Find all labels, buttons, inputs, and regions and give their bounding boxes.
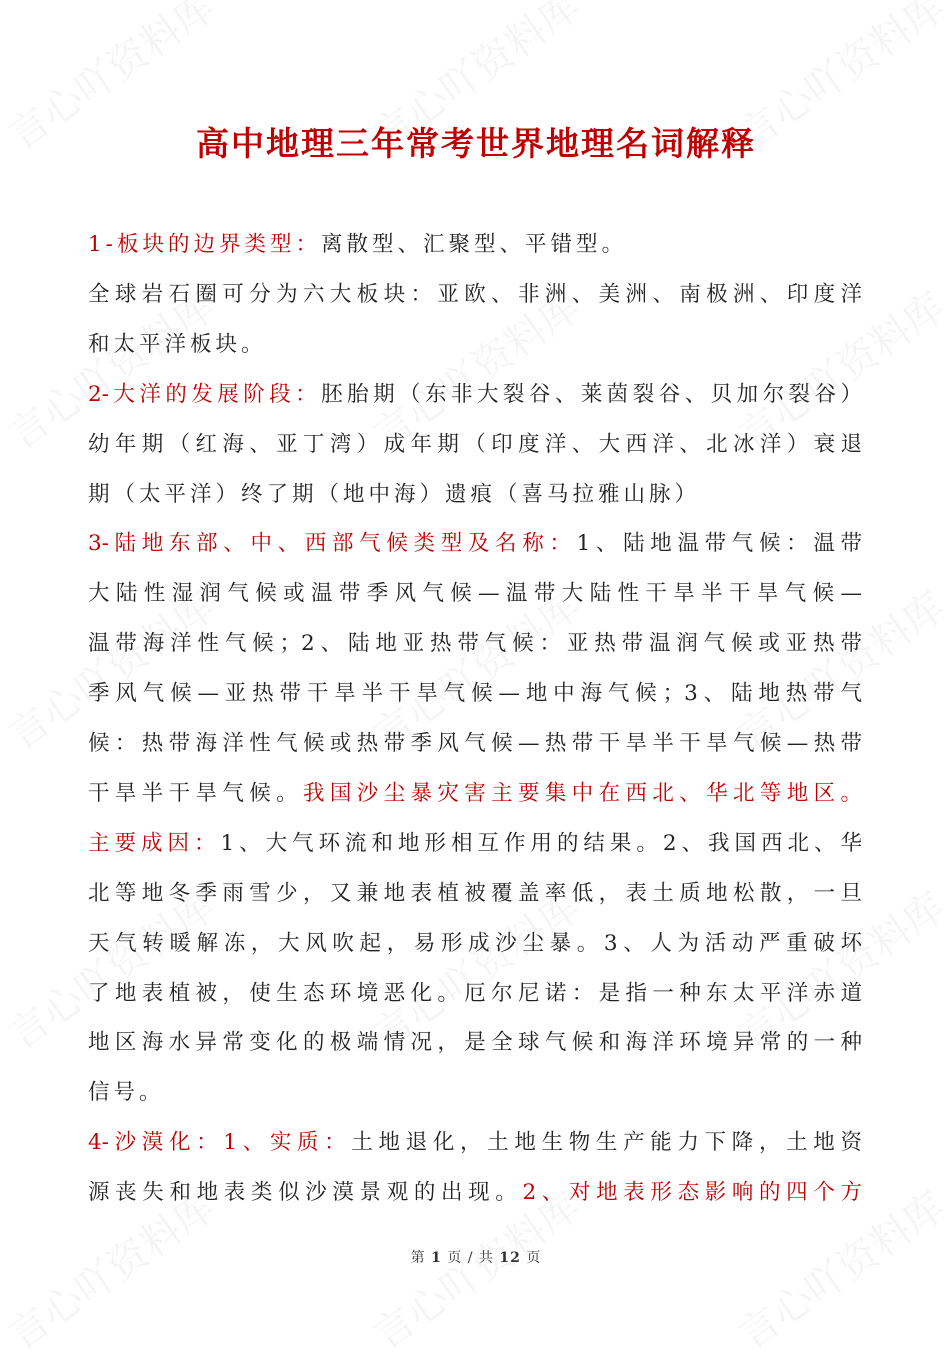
footer-suffix: 页 bbox=[526, 1250, 542, 1266]
highlighted-term: 2、对地表形态影响的四个方 bbox=[522, 1180, 862, 1206]
text-line bbox=[88, 230, 862, 260]
highlighted-term: 1-板块的边界类型： bbox=[88, 232, 321, 257]
body-text: 期（太平洋）终了期（地中海）遗痕（喜马拉雅山脉） bbox=[88, 481, 701, 507]
text-line bbox=[88, 480, 862, 510]
body-text: 了地表植被，使生态环境恶化。厄尔尼诺：是指一种东太平洋赤道 bbox=[88, 980, 862, 1006]
highlighted-term: 3-陆地东部、中、西部气候类型及名称： bbox=[88, 531, 577, 557]
highlighted-term: 我国沙尘暴灾害主要集中在西北、华北等地区。 bbox=[303, 780, 862, 806]
text-line bbox=[88, 380, 862, 410]
body-text: 1、大气环流和地形相互作用的结果。2、我国西北、华 bbox=[220, 830, 862, 856]
body-text: 候：热带海洋性气候或热带季风气候—热带干旱半干旱气候—热带 bbox=[88, 731, 862, 756]
text-line bbox=[88, 629, 862, 659]
page-title: 高中地理三年常考世界地理名词解释 bbox=[196, 124, 756, 163]
highlighted-term: 主要成因： bbox=[88, 830, 221, 856]
text-line bbox=[88, 330, 862, 360]
text-line bbox=[88, 979, 862, 1009]
text-line bbox=[88, 879, 862, 909]
text-line bbox=[88, 829, 862, 859]
body-text: 大陆性湿润气候或温带季风气候—温带大陆性干旱半干旱气候— bbox=[88, 581, 862, 607]
body-text: 季风气候—亚热带干旱半干旱气候—地中海气候；3、陆地热带气 bbox=[88, 681, 862, 707]
body-text: 源丧失和地表类似沙漠景观的出现。 bbox=[88, 1180, 523, 1206]
body-text: 信号。 bbox=[88, 1080, 165, 1106]
text-line bbox=[88, 280, 862, 310]
body-text: 北等地冬季雨雪少，又兼地表植被覆盖率低，表土质地松散，一旦 bbox=[88, 880, 862, 906]
text-line bbox=[88, 679, 862, 709]
body-text: 地区海水异常变化的极端情况，是全球气候和海洋环境异常的一种 bbox=[88, 1030, 862, 1056]
text-line bbox=[88, 529, 862, 559]
highlighted-term: 4-沙漠化：1、实质： bbox=[88, 1130, 352, 1156]
body-text: 1、陆地温带气候：温带 bbox=[576, 531, 862, 557]
text-line bbox=[88, 1178, 862, 1208]
text-line bbox=[88, 1028, 862, 1058]
body-text: 全球岩石圈可分为六大板块：亚欧、非洲、美洲、南极洲、印度洋 bbox=[88, 281, 862, 307]
text-line bbox=[88, 929, 862, 959]
text-line bbox=[88, 579, 862, 609]
text-line bbox=[88, 1078, 862, 1108]
footer-prefix: 第 bbox=[410, 1250, 426, 1266]
total-pages: 12 bbox=[499, 1250, 521, 1266]
text-line bbox=[88, 779, 862, 809]
text-line bbox=[88, 430, 862, 460]
body-text: 胚胎期（东非大裂谷、莱茵裂谷、贝加尔裂谷） bbox=[321, 381, 862, 407]
footer-middle: 页 / 共 bbox=[447, 1250, 494, 1266]
current-page: 1 bbox=[431, 1250, 442, 1266]
body-text: 和太平洋板块。 bbox=[88, 331, 267, 357]
text-line bbox=[88, 729, 862, 759]
body-text: 幼年期（红海、亚丁湾）成年期（印度洋、大西洋、北冰洋）衰退 bbox=[88, 431, 862, 457]
body-text: 温带海洋性气候；2、陆地亚热带气候：亚热带温润气候或亚热带 bbox=[88, 631, 862, 657]
body-text: 天气转暖解冻，大风吹起，易形成沙尘暴。3、人为活动严重破坏 bbox=[88, 930, 862, 956]
highlighted-term: 2-大洋的发展阶段： bbox=[88, 381, 322, 407]
body-text: 离散型、汇聚型、平错型。 bbox=[320, 232, 627, 257]
text-line bbox=[88, 1128, 862, 1158]
page-footer bbox=[0, 1247, 952, 1267]
body-text: 干旱半干旱气候。 bbox=[88, 780, 303, 806]
body-text: 土地退化，土地生物生产能力下降，土地资 bbox=[351, 1130, 862, 1156]
